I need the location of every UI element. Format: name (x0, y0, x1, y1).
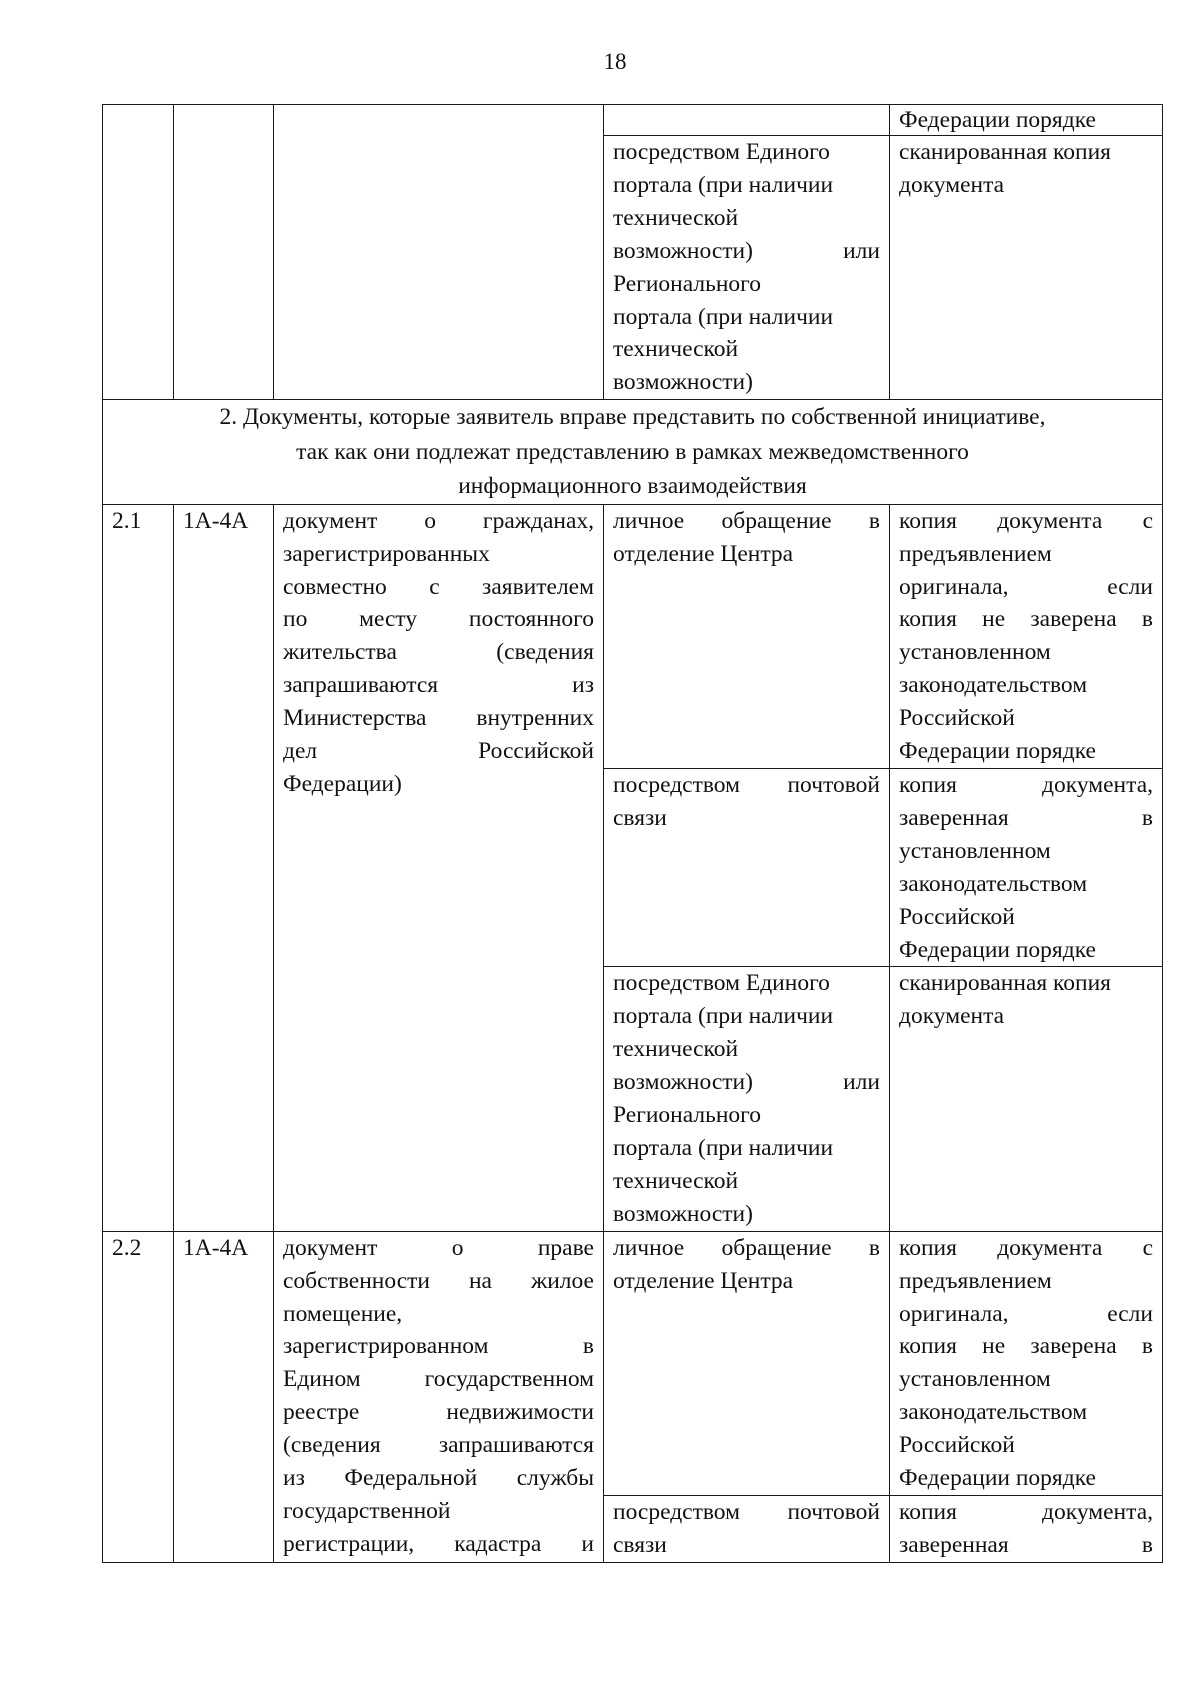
text-line: Федерации порядке (899, 1465, 1096, 1492)
text-line: государственной (283, 1497, 451, 1524)
text-line: посредством Единого (613, 139, 830, 165)
text-line: по месту постоянного (283, 606, 594, 633)
text-line: реестре недвижимости (283, 1399, 594, 1426)
row-form (890, 1231, 1163, 1495)
row-method (604, 1231, 890, 1495)
text-line: сканированная копия (899, 139, 1111, 165)
text-line: портала (при наличии (613, 171, 834, 198)
text-line: связи (613, 1531, 667, 1558)
continuation-form-cell (890, 136, 1163, 400)
row-document (274, 1231, 604, 1562)
row-method (604, 769, 890, 967)
text-line: портала (при наличии (613, 1134, 834, 1161)
text-line: документа (899, 171, 1005, 198)
text-line: копия документа с (899, 1234, 1153, 1261)
text-line: предъявлением (899, 540, 1052, 567)
text-line: (сведения запрашиваются (283, 1432, 594, 1459)
text-line: Министерства внутренних (283, 705, 594, 732)
text-line: Едином государственном (283, 1366, 594, 1393)
text-line: установленном (899, 639, 1051, 666)
heading-line: информационного взаимодействия (458, 473, 807, 500)
text-line: Регионального (613, 270, 761, 297)
text-line: связи (613, 804, 667, 831)
text-line: зарегистрированном в (283, 1333, 594, 1360)
table-row (103, 1231, 1163, 1495)
text-line: зарегистрированных (283, 540, 490, 567)
text-line: заверенная в (899, 804, 1153, 831)
section-2-heading-row (103, 400, 1163, 505)
continuation-document-cell (274, 105, 604, 400)
text-line: Федерации порядке (899, 738, 1096, 765)
text-line: дел Российской (283, 738, 594, 765)
continuation-code-cell (174, 105, 274, 400)
row-form (890, 967, 1163, 1231)
text-line: предъявлением (899, 1267, 1052, 1294)
text-line: посредством Единого (613, 970, 830, 997)
text-line: из Федеральной службы (283, 1465, 594, 1492)
text-line: возможности) (613, 369, 753, 396)
continuation-method-cell-top (604, 105, 890, 136)
text-line: отделение Центра (613, 540, 794, 567)
text-line: собственности на жилое (283, 1267, 594, 1294)
row-form (890, 1495, 1163, 1562)
text-line: Федерации порядке (899, 936, 1096, 963)
text-line: сканированная копия (899, 970, 1111, 997)
row-form (890, 504, 1163, 768)
text-line: совместно с заявителем (283, 573, 594, 600)
text-line: копия не заверена в (899, 1333, 1153, 1360)
table-row (103, 504, 1163, 768)
text-line: заверенная в (899, 1531, 1153, 1558)
text-line: посредством почтовой (613, 1498, 880, 1525)
continuation-method-cell (604, 136, 890, 400)
documents-table (102, 104, 1163, 1563)
row-code: 1А-4А (174, 504, 274, 1231)
row-method (604, 504, 890, 768)
text-line: копия не заверена в (899, 606, 1153, 633)
row-number: 2.1 (103, 504, 174, 1231)
text-line: Регионального (613, 1102, 761, 1129)
text-line: личное обращение в (613, 1234, 880, 1261)
text-line: законодательством (899, 1399, 1088, 1426)
text-line: технической (613, 1036, 739, 1063)
text-line: запрашиваются из (283, 672, 594, 699)
text-line: регистрации, кадастра и (283, 1530, 594, 1557)
text-line: возможности) или (613, 237, 880, 264)
text-line: возможности) (613, 1200, 753, 1227)
row-method (604, 1495, 890, 1562)
text-line: оригинала, если (899, 573, 1153, 600)
text-line: отделение Центра (613, 1267, 794, 1294)
row-document (274, 504, 604, 1231)
row-form (890, 769, 1163, 967)
text-line: законодательством (899, 672, 1088, 699)
text-line: копия документа, (899, 1498, 1153, 1525)
text-line: личное обращение в (613, 507, 880, 534)
text-line: технической (613, 336, 739, 363)
text-line: копия документа с (899, 507, 1153, 534)
text-line: установленном (899, 1366, 1051, 1393)
text-line: Российской (899, 705, 1015, 732)
heading-line: 2. Документы, которые заявитель вправе представить по собственной инициативе, (219, 404, 1046, 431)
text-line: помещение, (283, 1300, 403, 1327)
row-code: 1А-4А (174, 1231, 274, 1562)
continuation-form-cell-top (890, 105, 1163, 136)
text-line: технической (613, 1167, 739, 1194)
text-line: портала (при наличии (613, 303, 834, 330)
text-line: документ о гражданах, (283, 507, 594, 534)
row-number: 2.2 (103, 1231, 174, 1562)
continuation-number-cell (103, 105, 174, 400)
row-method (604, 967, 890, 1231)
page-number: 18 (603, 49, 627, 74)
text-line: установленном (899, 837, 1051, 864)
text-line: копия документа, (899, 772, 1153, 798)
continuation-form-top-line: Федерации порядке (899, 107, 1096, 133)
heading-line: так как они подлежат представлению в рамках межведомственного (296, 438, 969, 465)
text-line: портала (при наличии (613, 1003, 834, 1030)
text-line: Российской (899, 1432, 1015, 1459)
text-line: возможности) или (613, 1069, 880, 1096)
text-line: законодательством (899, 870, 1088, 897)
text-line: Российской (899, 903, 1015, 930)
text-line: оригинала, если (899, 1300, 1153, 1327)
text-line: технической (613, 204, 739, 231)
text-line: документа (899, 1003, 1005, 1030)
text-line: жительства (сведения (283, 639, 594, 666)
text-line: документ о праве (283, 1234, 594, 1261)
section-2-heading (103, 400, 1163, 505)
text-line: посредством почтовой (613, 772, 880, 798)
continuation-row-top (103, 105, 1163, 136)
text-line: Федерации) (283, 771, 402, 797)
